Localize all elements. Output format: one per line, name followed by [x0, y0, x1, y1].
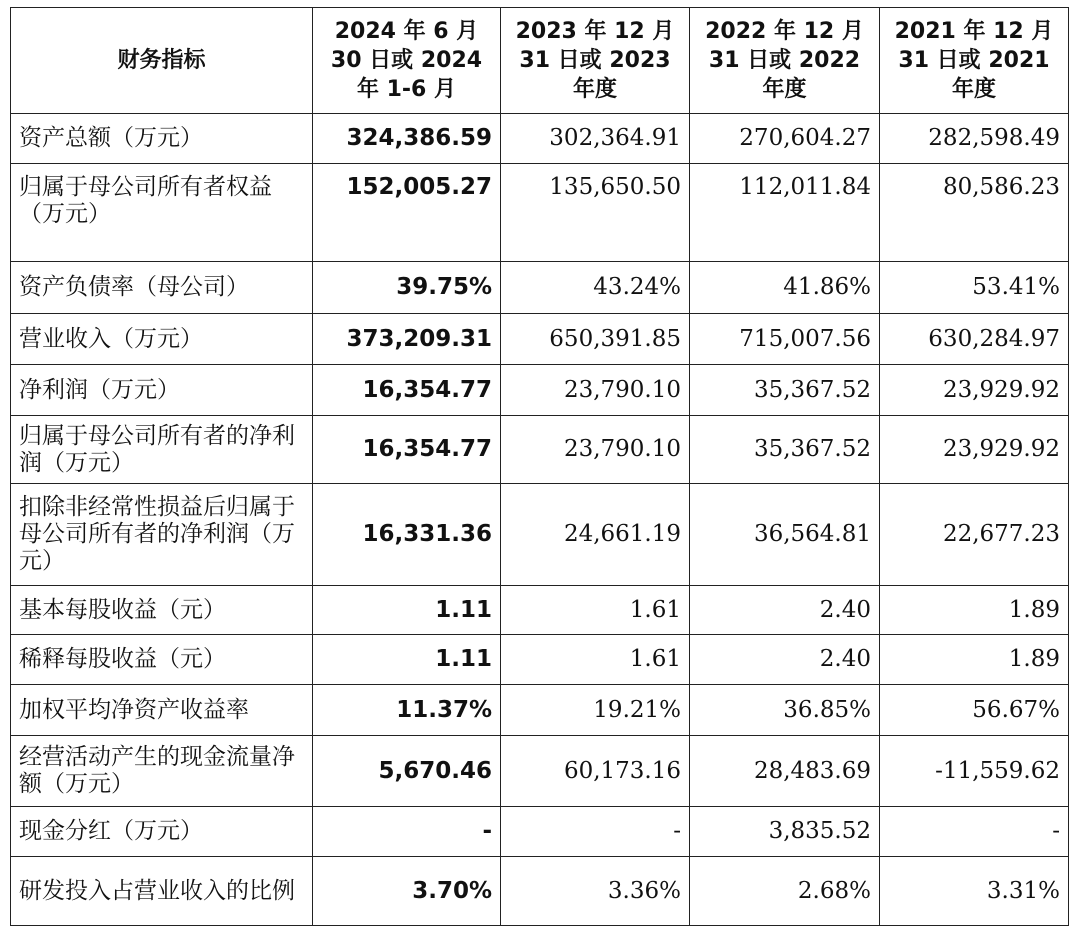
value-2023: 24,661.19	[501, 484, 690, 586]
row-label: 基本每股收益（元）	[11, 586, 313, 635]
table-row	[11, 314, 1069, 365]
value-2023: 19.21%	[501, 685, 690, 736]
value-2024h1: 11.37%	[313, 685, 501, 736]
value-2021: 23,929.92	[880, 365, 1069, 416]
row-label: 研发投入占营业收入的比例	[11, 857, 313, 926]
table-row	[11, 164, 1069, 262]
value-2023: 43.24%	[501, 262, 690, 314]
row-label: 加权平均净资产收益率	[11, 685, 313, 736]
row-label: 归属于母公司所有者权益（万元）	[11, 164, 313, 262]
header-2023: 2023 年 12 月 31 日或 2023 年度	[501, 8, 690, 114]
value-2024h1: 373,209.31	[313, 314, 501, 365]
value-2021: 56.67%	[880, 685, 1069, 736]
table-row	[11, 736, 1069, 807]
value-2021: 630,284.97	[880, 314, 1069, 365]
value-2023: 1.61	[501, 635, 690, 685]
row-label: 营业收入（万元）	[11, 314, 313, 365]
table-row	[11, 484, 1069, 586]
value-2022: 715,007.56	[690, 314, 880, 365]
value-2024h1: -	[313, 807, 501, 857]
table-row	[11, 262, 1069, 314]
row-label: 经营活动产生的现金流量净额（万元）	[11, 736, 313, 807]
table-row	[11, 807, 1069, 857]
value-2021: 3.31%	[880, 857, 1069, 926]
value-2022: 2.40	[690, 635, 880, 685]
row-label: 资产总额（万元）	[11, 114, 313, 164]
row-label: 现金分红（万元）	[11, 807, 313, 857]
value-2023: 135,650.50	[501, 164, 690, 262]
value-2021: 1.89	[880, 586, 1069, 635]
row-label: 扣除非经常性损益后归属于母公司所有者的净利润（万元）	[11, 484, 313, 586]
value-2024h1: 16,331.36	[313, 484, 501, 586]
value-2023: 302,364.91	[501, 114, 690, 164]
header-2024h1: 2024 年 6 月 30 日或 2024 年 1-6 月	[313, 8, 501, 114]
value-2022: 28,483.69	[690, 736, 880, 807]
table-header-row	[11, 8, 1069, 114]
value-2022: 35,367.52	[690, 365, 880, 416]
row-label: 资产负债率（母公司）	[11, 262, 313, 314]
value-2024h1: 1.11	[313, 586, 501, 635]
row-label: 稀释每股收益（元）	[11, 635, 313, 685]
table-row	[11, 114, 1069, 164]
value-2022: 3,835.52	[690, 807, 880, 857]
value-2023: 23,790.10	[501, 416, 690, 484]
value-2023: 23,790.10	[501, 365, 690, 416]
value-2023: 60,173.16	[501, 736, 690, 807]
value-2023: 3.36%	[501, 857, 690, 926]
table-row	[11, 416, 1069, 484]
value-2022: 36.85%	[690, 685, 880, 736]
table-row	[11, 586, 1069, 635]
value-2024h1: 1.11	[313, 635, 501, 685]
value-2023: 650,391.85	[501, 314, 690, 365]
value-2024h1: 3.70%	[313, 857, 501, 926]
financial-table-container	[10, 7, 1068, 926]
header-2021: 2021 年 12 月 31 日或 2021 年度	[880, 8, 1069, 114]
value-2022: 2.68%	[690, 857, 880, 926]
table-row	[11, 635, 1069, 685]
value-2022: 270,604.27	[690, 114, 880, 164]
row-label: 净利润（万元）	[11, 365, 313, 416]
value-2024h1: 152,005.27	[313, 164, 501, 262]
value-2022: 41.86%	[690, 262, 880, 314]
value-2023: 1.61	[501, 586, 690, 635]
value-2021: 80,586.23	[880, 164, 1069, 262]
value-2023: -	[501, 807, 690, 857]
header-2022: 2022 年 12 月 31 日或 2022 年度	[690, 8, 880, 114]
value-2024h1: 16,354.77	[313, 365, 501, 416]
row-label: 归属于母公司所有者的净利润（万元）	[11, 416, 313, 484]
value-2024h1: 5,670.46	[313, 736, 501, 807]
value-2024h1: 16,354.77	[313, 416, 501, 484]
value-2021: 53.41%	[880, 262, 1069, 314]
value-2024h1: 324,386.59	[313, 114, 501, 164]
table-row	[11, 685, 1069, 736]
value-2024h1: 39.75%	[313, 262, 501, 314]
value-2022: 35,367.52	[690, 416, 880, 484]
value-2021: 282,598.49	[880, 114, 1069, 164]
value-2022: 2.40	[690, 586, 880, 635]
value-2021: 23,929.92	[880, 416, 1069, 484]
value-2021: -	[880, 807, 1069, 857]
table-row	[11, 365, 1069, 416]
value-2021: -11,559.62	[880, 736, 1069, 807]
value-2022: 112,011.84	[690, 164, 880, 262]
header-indicator: 财务指标	[11, 8, 313, 114]
financial-indicators-table	[10, 7, 1069, 926]
value-2021: 22,677.23	[880, 484, 1069, 586]
value-2022: 36,564.81	[690, 484, 880, 586]
value-2021: 1.89	[880, 635, 1069, 685]
table-row	[11, 857, 1069, 926]
